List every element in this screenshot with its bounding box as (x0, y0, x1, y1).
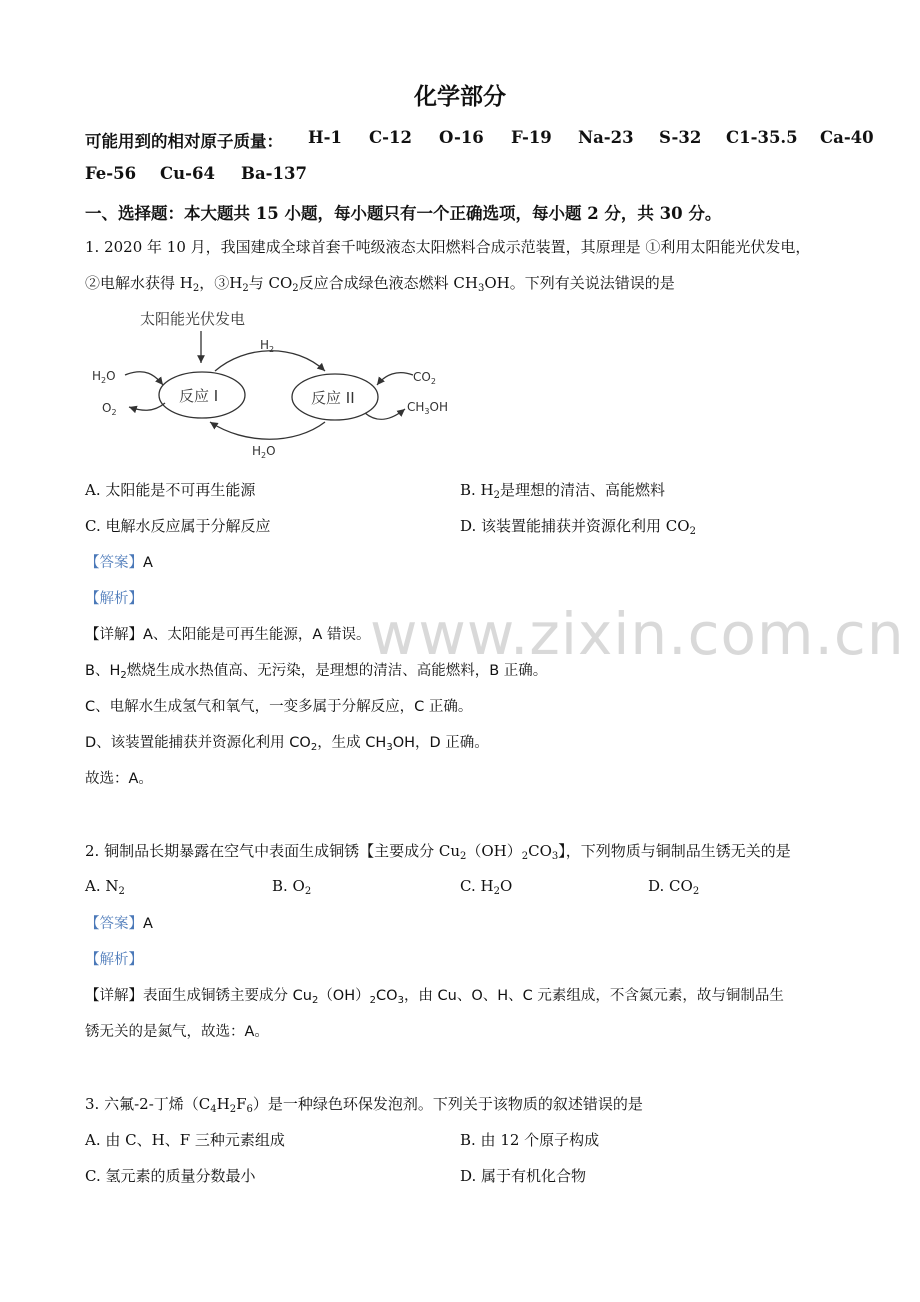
q2-stem: 2. 铜制品长期暴露在空气中表面生成铜锈【主要成分 $Cu_2(OH)_2CO_3$】，下列物质与铜制品生锈无关的是 (85, 842, 791, 862)
atomic-mass-item: C-12 (369, 128, 412, 147)
atomic-mass-item: H-1 (308, 128, 342, 147)
q3-stem: 3. 六氟-2-丁烯$(C_4H_2F_6)$是一种绿色环保发泡剂。下列关于该物质的叙述错误的是 (85, 1095, 643, 1115)
q1-option-b[interactable]: B. $H_2$是理想的清洁、高能燃料 (460, 481, 666, 501)
co2-label: $CO_2$ (413, 370, 436, 386)
q2-detail-2: 锈无关的是氮气，故选：A。 (85, 1024, 269, 1040)
reaction1-label: 反应 I (179, 387, 219, 405)
q3-option-c[interactable]: C. 氢元素的质量分数最小 (85, 1167, 256, 1185)
atomic-mass-label: 可能用到的相对原子质量： (85, 132, 283, 151)
h2o-left-label: $H_2O$ (92, 369, 116, 385)
watermark: www.zixin.com.cn (370, 600, 905, 668)
reaction2-label: 反应 II (311, 389, 355, 407)
q1-stem-line2: ②电解水获得 $H_2$，$③H_2$与 $CO_2$反应合成绿色液态燃料 $CH_3OH$。下列有关说法错误的是 (85, 274, 675, 294)
q3-option-d[interactable]: D. 属于有机化合物 (460, 1167, 587, 1185)
atomic-mass-item: Ba-137 (241, 164, 307, 183)
solar-label: 太阳能光伏发电 (140, 310, 246, 328)
q2-option-a[interactable]: A. $N_2$ (85, 877, 125, 897)
q1-detail-3: C、电解水生成氢气和氧气，一变多属于分解反应，C 正确。 (85, 699, 473, 715)
q1-detail-4: D、该装置能捕获并资源化利用 $CO_2$，生成 $CH_3OH$，D 正确。 (85, 735, 489, 753)
h2-label: $H_2$ (260, 338, 275, 354)
q1-option-a[interactable]: A. 太阳能是不可再生能源 (85, 481, 256, 499)
atomic-mass-item: Ca-40 (820, 128, 874, 147)
q1-answer: 【答案】A (85, 555, 153, 571)
ch3oh-out-arrow (365, 409, 405, 419)
q2-option-b[interactable]: B. $O_2$ (272, 877, 312, 897)
q1-detail-1: 【详解】A、太阳能是可再生能源，A 错误。 (85, 627, 371, 643)
q2-detail-1: 【详解】表面生成铜锈主要成分 $Cu_2(OH)_2CO_3$，由 Cu、O、H、C 元素组成，不含氮元素，故与铜制品生 (85, 988, 784, 1006)
q1-analysis-label: 【解析】 (85, 591, 143, 607)
q2-analysis-label: 【解析】 (85, 952, 143, 968)
q1-option-d[interactable]: D. 该装置能捕获并资源化利用 $CO_2$ (460, 517, 696, 537)
q2-answer: 【答案】A (85, 916, 153, 932)
h2o-return-arrow (210, 422, 325, 439)
atomic-mass-item: F-19 (511, 128, 552, 147)
h2o-in-arrow (125, 372, 163, 385)
atomic-mass-item: S-32 (659, 128, 702, 147)
atomic-mass-item: Fe-56 (85, 164, 137, 183)
reaction-diagram (85, 305, 485, 465)
atomic-mass-item: Cu-64 (160, 164, 215, 183)
co2-in-arrow (377, 373, 413, 385)
o2-label: $O_2$ (102, 401, 117, 417)
q3-option-b[interactable]: B. 由 12 个原子构成 (460, 1131, 600, 1149)
q3-option-a[interactable]: A. 由 C、H、F 三种元素组成 (85, 1131, 285, 1149)
q1-stem-line1: 1. 2020 年 10 月，我国建成全球首套千吨级液态太阳燃料合成示范装置，其原理是 ①利用太阳能光伏发电， (85, 238, 811, 256)
q1-option-c[interactable]: C. 电解水反应属于分解反应 (85, 517, 271, 535)
q1-choose: 故选：A。 (85, 771, 153, 787)
atomic-mass-item: C1-35.5 (726, 128, 798, 147)
h2o-bottom-label: $H_2O$ (252, 444, 276, 460)
atomic-mass-item: Na-23 (578, 128, 634, 147)
q2-option-c[interactable]: C. $H_2O$ (460, 877, 513, 897)
atomic-mass-item: O-16 (439, 128, 484, 147)
o2-out-arrow (129, 403, 165, 410)
q1-detail-2: B、$H_2$燃烧生成水热值高、无污染，是理想的清洁、高能燃料，B 正确。 (85, 663, 548, 681)
ch3oh-label: $CH_3OH$ (407, 400, 448, 416)
section-heading: 一、选择题：本大题共 15 小题，每小题只有一个正确选项，每小题 2 分，共 30 分。 (85, 204, 722, 223)
page-title: 化学部分 (414, 83, 506, 110)
q2-option-d[interactable]: D. $CO_2$ (648, 877, 700, 897)
